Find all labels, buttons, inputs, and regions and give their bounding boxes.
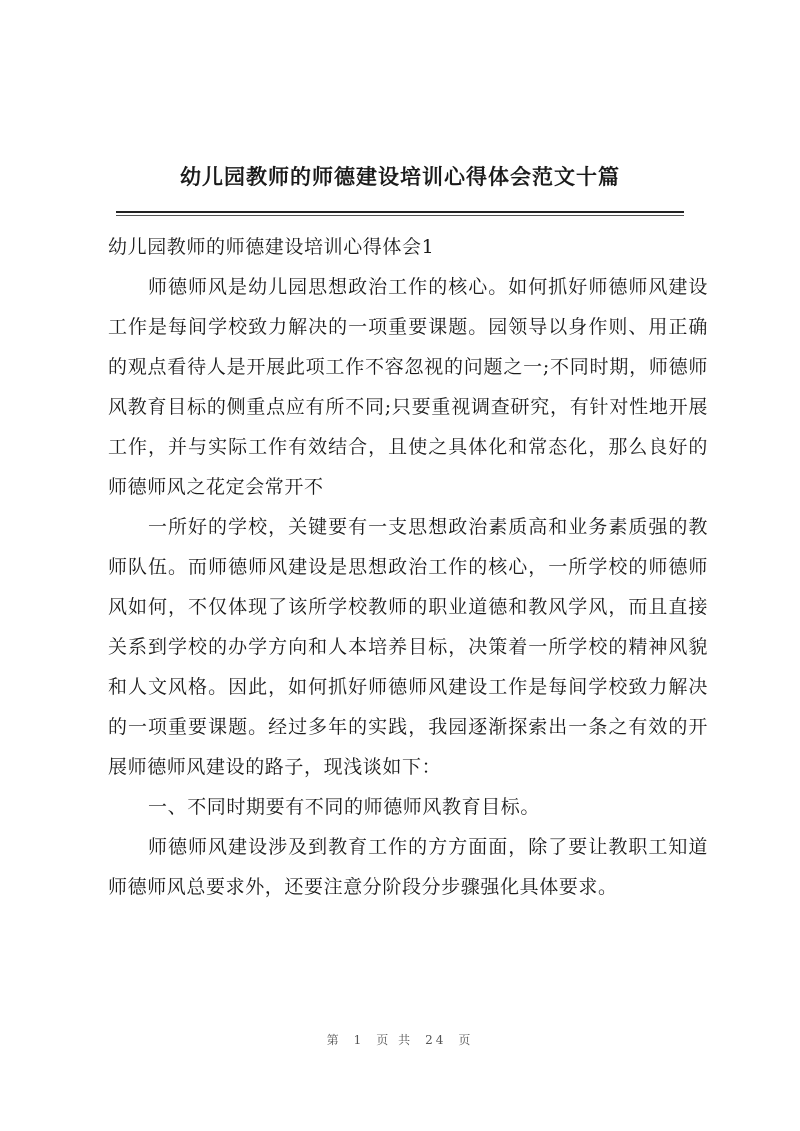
footer-label-of: 页 共 bbox=[376, 1033, 414, 1047]
paragraph-1: 师德师风是幼儿园思想政治工作的核心。如何抓好师德师风建设工作是每间学校致力解决的一项重要课题。园领导以身作则、用正确的观点看待人是开展此项工作不容忽视的问题之一;不同时期，师德师风教育目标的侧重点应有所不同;只要重视调查研究，有针对性地开展工作，并与实际工作有效结合，且使之具体化和常态化，那么良好的师德师风之花定会常开不 bbox=[108, 276, 708, 498]
title-rule-thick bbox=[116, 211, 684, 213]
page-title: 幼儿园教师的师德建设培训心得体会范文十篇 bbox=[180, 165, 620, 189]
footer-total-pages: 24 bbox=[425, 1033, 447, 1047]
section-heading: 幼儿园教师的师德建设培训心得体会1 bbox=[108, 236, 435, 258]
paragraph-3: 一、不同时期要有不同的师德师风教育目标。 bbox=[148, 796, 541, 818]
paragraph-2: 一所好的学校，关键要有一支思想政治素质高和业务素质强的教师队伍。而师德师风建设是思想政治工作的核心，一所学校的师德师风如何，不仅体现了该所学校教师的职业道德和教风学风，而且直接关系到学校的办学方向和人本培养目标，决策着一所学校的精神风貌和人文风格。因此，如何抓好师德师风建设工作是每间学校致力解决的一项重要课题。经过多年的实践，我园逐渐探索出一条之有效的开展师德师风建设的路子，现浅谈如下： bbox=[108, 516, 708, 778]
footer-label-pages: 页 bbox=[458, 1033, 474, 1047]
title-rule-thin bbox=[116, 215, 684, 216]
paragraph-4: 师德师风建设涉及到教育工作的方方面面，除了要让教职工知道师德师风总要求外，还要注意分阶段分步骤强化具体要求。 bbox=[108, 836, 708, 898]
footer-current-page: 1 bbox=[353, 1033, 365, 1047]
document-body bbox=[108, 227, 708, 907]
page-footer bbox=[0, 1031, 800, 1048]
footer-label-page: 第 bbox=[326, 1033, 342, 1047]
